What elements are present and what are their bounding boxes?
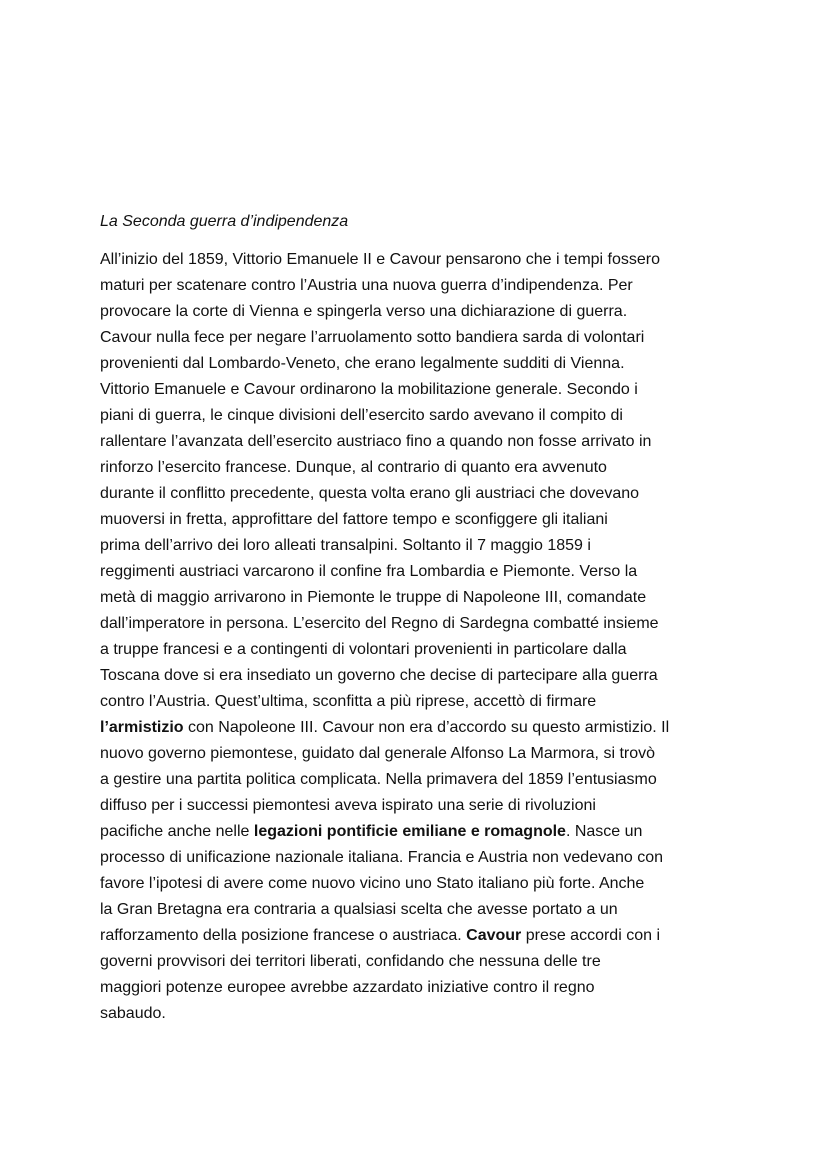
paragraph: [100, 247, 736, 1027]
text-run: la Gran Bretagna era contraria a qualsiasi scelta che avesse portato a un: [100, 901, 618, 918]
text-line: [100, 377, 736, 403]
text-run: maggiori potenze europee avrebbe azzardato iniziative contro il regno: [100, 979, 595, 996]
text-line: [100, 767, 736, 793]
text-run: maturi per scatenare contro l’Austria una nuova guerra d’indipendenza. Per: [100, 277, 633, 294]
text-line: [100, 871, 736, 897]
text-line: [100, 741, 736, 767]
text-line: [100, 897, 736, 923]
document-title: La Seconda guerra d’indipendenza: [100, 213, 349, 230]
text-run: contro l’Austria. Quest’ultima, sconfitta a più riprese, accettò di firmare: [100, 693, 597, 710]
text-line: [100, 507, 736, 533]
bold-text: legazioni pontificie emiliane e romagnole: [253, 823, 566, 840]
text-line: [100, 1001, 736, 1027]
text-run: All’inizio del 1859, Vittorio Emanuele II e Cavour pensarono che i tempi fossero: [100, 251, 661, 268]
bold-text: l’armistizio: [100, 719, 184, 736]
text-run: governi provvisori dei territori liberati, confidando che nessuna delle tre: [100, 953, 601, 970]
text-line: [100, 429, 736, 455]
text-run: prese accordi con i: [521, 927, 660, 944]
text-line: [100, 793, 736, 819]
text-run: . Nasce un: [565, 823, 643, 840]
text-line: [100, 975, 736, 1001]
text-run: muoversi in fretta, approfittare del fattore tempo e sconfiggere gli italiani: [100, 511, 608, 528]
text-run: durante il conflitto precedente, questa volta erano gli austriaci che dovevano: [100, 485, 640, 502]
text-run: diffuso per i successi piemontesi aveva ispirato una serie di rivoluzioni: [100, 797, 596, 814]
text-run: rinforzo l’esercito francese. Dunque, al contrario di quanto era avvenuto: [100, 459, 607, 476]
text-run: favore l’ipotesi di avere come nuovo vicino uno Stato italiano più forte. Anche: [100, 875, 645, 892]
text-run: dall’imperatore in persona. L’esercito del Regno di Sardegna combatté insieme: [100, 615, 659, 632]
text-line: [100, 559, 736, 585]
text-run: a truppe francesi e a contingenti di volontari provenienti in particolare dalla: [100, 641, 627, 658]
bold-text: Cavour: [466, 927, 522, 944]
text-line: [100, 481, 736, 507]
text-run: rallentare l’avanzata dell’esercito austriaco fino a quando non fosse arrivato in: [100, 433, 652, 450]
text-run: processo di unificazione nazionale italiana. Francia e Austria non vedevano con: [100, 849, 664, 866]
text-line: [100, 273, 736, 299]
text-line: [100, 689, 736, 715]
text-line: [100, 351, 736, 377]
text-line: [100, 533, 736, 559]
text-line: [100, 923, 736, 949]
text-run: nuovo governo piemontese, guidato dal generale Alfonso La Marmora, si trovò: [100, 745, 656, 762]
text-line: [100, 949, 736, 975]
text-run: sabaudo.: [100, 1005, 166, 1022]
text-run: reggimenti austriaci varcarono il confine fra Lombardia e Piemonte. Verso la: [100, 563, 638, 580]
text-run: con Napoleone III. Cavour non era d’accordo su questo armistizio. Il: [183, 719, 670, 736]
text-run: metà di maggio arrivarono in Piemonte le truppe di Napoleone III, comandate: [100, 589, 647, 606]
text-run: rafforzamento della posizione francese o austriaca.: [100, 927, 467, 944]
text-line: [100, 663, 736, 689]
text-line: [100, 845, 736, 871]
text-line: [100, 637, 736, 663]
text-run: provenienti dal Lombardo-Veneto, che erano legalmente sudditi di Vienna.: [100, 355, 625, 372]
text-line: [100, 585, 736, 611]
text-run: Vittorio Emanuele e Cavour ordinarono la mobilitazione generale. Secondo i: [100, 381, 638, 398]
text-line: [100, 403, 736, 429]
text-run: a gestire una partita politica complicata. Nella primavera del 1859 l’entusiasmo: [100, 771, 657, 788]
text-run: provocare la corte di Vienna e spingerla verso una dichiarazione di guerra.: [100, 303, 628, 320]
document-body: [100, 209, 736, 1027]
text-line: [100, 325, 736, 351]
text-line: [100, 455, 736, 481]
text-line: [100, 611, 736, 637]
text-line: [100, 299, 736, 325]
text-run: piani di guerra, le cinque divisioni dell’esercito sardo avevano il compito di: [100, 407, 623, 424]
text-line: [100, 247, 736, 273]
text-run: prima dell’arrivo dei loro alleati transalpini. Soltanto il 7 maggio 1859 i: [100, 537, 591, 554]
text-run: Toscana dove si era insediato un governo che decise di partecipare alla guerra: [100, 667, 658, 684]
text-run: pacifiche anche nelle: [100, 823, 254, 840]
text-line: [100, 715, 736, 741]
text-line: [100, 819, 736, 845]
text-run: Cavour nulla fece per negare l’arruolamento sotto bandiera sarda di volontari: [100, 329, 645, 346]
